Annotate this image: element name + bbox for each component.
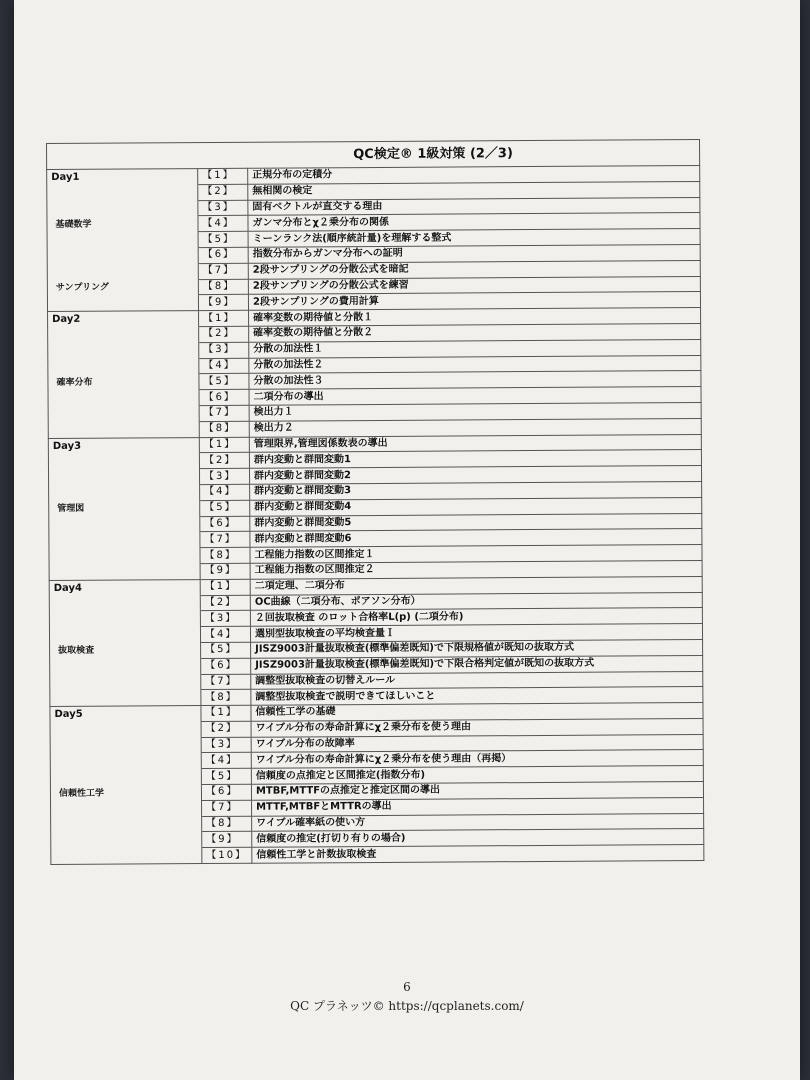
item-topic: 選別型抜取検査の平均検査量Ｉ	[250, 624, 702, 643]
item-number: 【4】	[199, 358, 249, 374]
item-topic: MTTF,MTBFとMTTRの導出	[252, 797, 704, 816]
item-topic: 固有ベクトルが直交する理由	[248, 197, 700, 216]
item-topic: ２回抜取検査 のロット合格率L(p) (二項分布)	[250, 608, 702, 627]
item-topic: 管理限界,管理図係数表の導出	[249, 434, 701, 453]
item-topic: JISZ9003計量抜取検査(標準偏差既知)で下限合格判定値が既知の抜取方式	[251, 655, 703, 674]
day-cell	[50, 721, 201, 738]
item-number: 【9】	[198, 295, 248, 311]
item-number: 【3】	[201, 737, 251, 753]
day-cell	[49, 563, 200, 580]
item-number: 【3】	[198, 200, 248, 216]
day-cell	[47, 248, 198, 265]
day-cell	[49, 627, 200, 644]
item-number: 【8】	[202, 816, 252, 832]
item-number: 【7】	[200, 532, 250, 548]
item-topic: 検出力２	[249, 418, 701, 437]
day-cell	[49, 579, 200, 596]
day-label: Day5	[54, 708, 83, 721]
item-topic: 群内変動と群間変動4	[250, 497, 702, 516]
item-number: 【4】	[201, 753, 251, 769]
day-cell	[51, 832, 202, 849]
category-label: 抜取検査	[58, 646, 95, 657]
item-topic: 工程能力指数の区間推定２	[250, 560, 702, 579]
day-cell	[48, 342, 199, 359]
item-topic: 群内変動と群間変動1	[249, 450, 701, 469]
day-cell	[48, 469, 199, 486]
category-label: 信頼性工学	[58, 788, 105, 799]
item-number: 【4】	[200, 626, 250, 642]
day-cell	[47, 295, 198, 312]
day-cell	[50, 690, 201, 707]
paper-page	[14, 0, 800, 1080]
item-topic: 検出力１	[249, 402, 701, 421]
schedule-table	[46, 165, 704, 865]
item-topic: ワイブル分布の寿命計算にχ２乗分布を使う理由	[251, 718, 703, 737]
day-cell	[48, 421, 199, 438]
day-label: Day1	[51, 171, 80, 183]
day-cell	[51, 800, 202, 817]
day-cell	[47, 263, 198, 280]
item-number: 【6】	[201, 658, 251, 674]
day-cell	[49, 516, 200, 533]
day-cell	[50, 753, 201, 770]
day-cell	[49, 500, 200, 517]
item-topic: 無相関の検定	[248, 181, 700, 200]
day-cell	[48, 374, 199, 391]
item-number: 【2】	[201, 721, 251, 737]
item-number: 【2】	[200, 595, 250, 611]
item-topic: 調整型抜取検査の切替えルール	[251, 671, 703, 690]
item-topic: 2段サンプリングの分散公式を暗記	[248, 260, 700, 279]
item-number: 【2】	[199, 326, 249, 342]
footer-credit: QC プラネッツ© https://qcplanets.com/	[290, 999, 524, 1013]
item-number: 【5】	[201, 769, 251, 785]
day-label: Day2	[52, 313, 81, 326]
table-row	[51, 845, 704, 865]
day-cell	[49, 548, 200, 565]
item-number: 【1】	[201, 705, 251, 721]
day-cell	[47, 169, 198, 186]
schedule-table-wrapper	[46, 139, 704, 865]
day-cell	[48, 327, 199, 344]
item-topic: 二項定理、二項分布	[250, 576, 702, 595]
day-cell	[47, 184, 198, 201]
day-cell	[47, 232, 198, 249]
day-cell	[47, 216, 198, 233]
item-number: 【3】	[199, 468, 249, 484]
day-cell	[50, 785, 201, 802]
item-number: 【7】	[201, 674, 251, 690]
item-number: 【5】	[198, 231, 248, 247]
day-cell	[50, 674, 201, 691]
item-number: 【6】	[200, 516, 250, 532]
day-cell	[50, 769, 201, 786]
category-label: 管理図	[57, 504, 85, 515]
item-number: 【1】	[200, 579, 250, 595]
item-number: 【7】	[198, 263, 248, 279]
item-topic: ミーンランク法(順序統計量)を理解する整式	[248, 229, 700, 248]
day-cell	[48, 453, 199, 470]
item-number: 【6】	[199, 389, 249, 405]
day-cell	[48, 437, 199, 454]
item-number: 【6】	[198, 247, 248, 263]
day-cell	[47, 200, 198, 217]
day-cell	[48, 390, 199, 407]
day-cell	[50, 642, 201, 659]
item-topic: 確率変数の期待値と分散１	[249, 308, 701, 327]
item-number: 【8】	[199, 421, 249, 437]
day-cell	[49, 532, 200, 549]
item-number: 【6】	[201, 784, 251, 800]
item-number: 【4】	[200, 484, 250, 500]
item-topic: 調整型抜取検査で説明できてほしいこと	[251, 687, 703, 706]
item-topic: 2段サンプリングの費用計算	[248, 292, 700, 311]
item-topic: 分散の加法性３	[249, 371, 701, 390]
item-topic: OC曲線（二項分布、ポアソン分布）	[250, 592, 702, 611]
item-topic: MTBF,MTTFの点推定と推定区間の導出	[251, 782, 703, 801]
day-cell	[49, 485, 200, 502]
day-cell	[51, 848, 202, 865]
item-topic: 群内変動と群間変動5	[250, 513, 702, 532]
item-number: 【3】	[200, 611, 250, 627]
day-cell	[48, 406, 199, 423]
day-cell	[48, 311, 199, 328]
item-number: 【9】	[200, 563, 250, 579]
item-number: 【5】	[199, 374, 249, 390]
item-topic: ワイブル分布の寿命計算にχ２乗分布を使う理由（再掲）	[251, 750, 703, 769]
day-cell	[47, 279, 198, 296]
item-number: 【1】	[199, 437, 249, 453]
item-topic: 指数分布からガンマ分布への証明	[248, 244, 700, 263]
day-label: Day3	[52, 440, 82, 452]
item-number: 【10】	[202, 848, 252, 864]
item-number: 【2】	[199, 453, 249, 469]
item-number: 【2】	[198, 184, 248, 200]
day-cell	[50, 737, 201, 754]
item-topic: 分散の加法性２	[249, 355, 701, 374]
item-topic: 群内変動と群間変動3	[250, 481, 702, 500]
item-topic: 確率変数の期待値と分散２	[249, 323, 701, 342]
day-cell	[48, 358, 199, 375]
table-title: QC検定® 1級対策 (2／3)	[46, 139, 700, 169]
category-label: 基礎数学	[55, 219, 92, 230]
item-topic: ガンマ分布とχ２乗分布の関係	[248, 213, 700, 232]
day-cell	[49, 595, 200, 612]
item-topic: JISZ9003計量抜取検査(標準偏差既知)で下限規格値が既知の抜取方式	[251, 639, 703, 658]
day-cell	[51, 816, 202, 833]
item-topic: 2段サンプリングの分散公式を練習	[248, 276, 700, 295]
day-cell	[49, 611, 200, 628]
item-topic: 正規分布の定積分	[248, 166, 700, 185]
item-number: 【8】	[198, 279, 248, 295]
day-label: Day4	[53, 582, 82, 594]
item-number: 【4】	[198, 216, 248, 232]
item-topic: 信頼性工学の基礎	[251, 703, 703, 722]
item-number: 【9】	[202, 832, 252, 848]
item-topic: 信頼度の点推定と区間推定(指数分布)	[251, 766, 703, 785]
category-label: 確率分布	[56, 377, 93, 388]
item-topic: ワイブル確率紙の使い方	[252, 813, 704, 832]
item-number: 【1】	[198, 168, 248, 184]
day-cell	[50, 706, 201, 723]
item-number: 【7】	[202, 800, 252, 816]
item-topic: ワイブル分布の故障率	[251, 734, 703, 753]
category-label-secondary: サンプリング	[55, 282, 109, 294]
item-topic: 信頼度の推定(打切り有りの場合)	[252, 829, 704, 848]
item-topic: 信頼性工学と計数抜取検査	[252, 845, 704, 864]
day-cell	[50, 658, 201, 675]
item-topic: 二項分布の導出	[249, 387, 701, 406]
item-number: 【8】	[201, 690, 251, 706]
item-topic: 工程能力指数の区間推定１	[250, 545, 702, 564]
item-number: 【3】	[199, 342, 249, 358]
item-number: 【8】	[200, 547, 250, 563]
item-topic: 群内変動と群間変動2	[249, 466, 701, 485]
item-topic: 分散の加法性１	[249, 339, 701, 358]
page-number: 6	[403, 980, 411, 994]
item-number: 【5】	[201, 642, 251, 658]
item-topic: 群内変動と群間変動6	[250, 529, 702, 548]
item-number: 【5】	[200, 500, 250, 516]
item-number: 【7】	[199, 405, 249, 421]
item-number: 【1】	[199, 310, 249, 326]
